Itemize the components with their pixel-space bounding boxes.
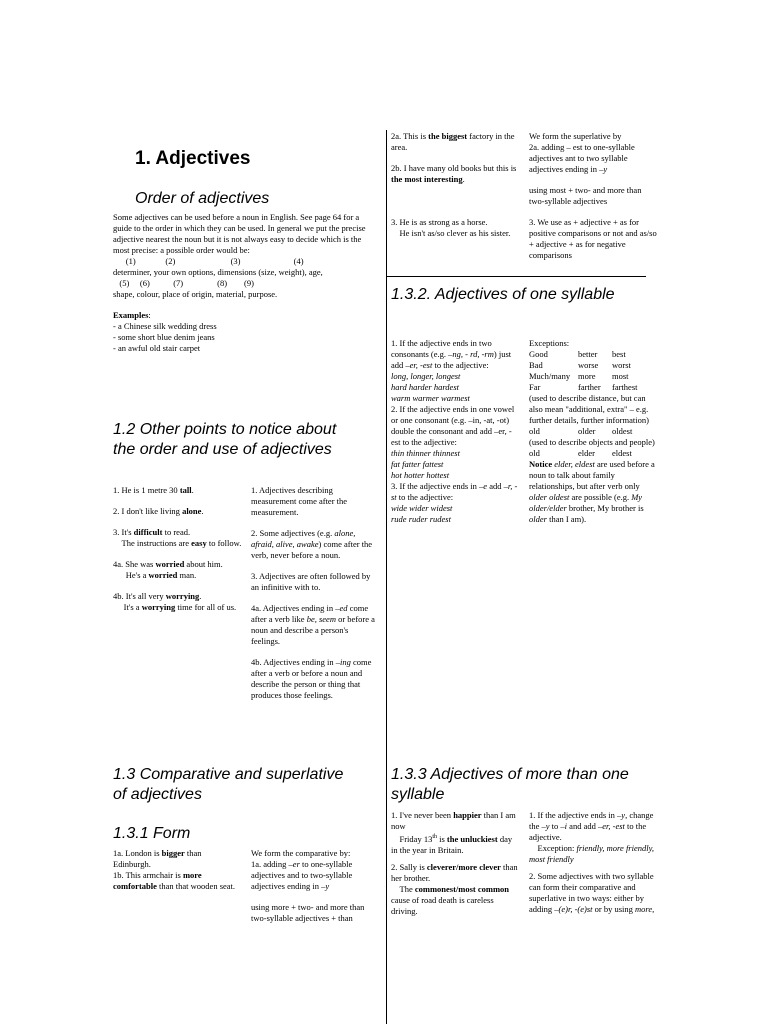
example-item: - some short blue denim jeans bbox=[113, 332, 215, 342]
one-syl-ex-1: long, longer, longest bbox=[391, 371, 461, 381]
one-syl-rule-1: 1. If the adjective ends in two consonants (e.g. –ng, - rd, -rm) just add –er, -est to the adjective: bbox=[391, 338, 512, 370]
section-divider bbox=[386, 276, 646, 277]
far-note: (used to describe distance, but can also mean "additional, extra" – e.g. further details, further information) bbox=[529, 393, 649, 425]
other-points-rules bbox=[251, 485, 376, 701]
page-title: 1. Adjectives bbox=[135, 148, 251, 169]
one-syllable-rules bbox=[391, 338, 519, 525]
comparative-heading: 1.3 Comparative and superlative of adjectives bbox=[113, 766, 344, 803]
form-rules bbox=[251, 848, 376, 924]
rule-3: 3. Adjectives are often followed by an infinitive with to. bbox=[251, 571, 371, 592]
superlative-examples bbox=[391, 131, 519, 239]
exceptions-block bbox=[529, 338, 657, 525]
one-syl-rule-2: 2. If the adjective ends in one vowel or one consonant (e.g. –in, -at, -ot) double the consonant and add –er, -est to the adjective: bbox=[391, 404, 515, 447]
one-syl-ex-4: thin thinner thinnest bbox=[391, 448, 460, 458]
one-syl-ex-6: hot hotter hottest bbox=[391, 470, 450, 480]
form-heading: 1.3.1 Form bbox=[113, 825, 191, 842]
sup-example-2a: 2a. This is the biggest factory in the area. bbox=[391, 131, 515, 152]
example-item: - an awful old stair carpet bbox=[113, 343, 201, 353]
example-4a: 4a. She was worried about him. bbox=[113, 559, 223, 569]
more-syl-rule-1: 1. If the adjective ends in –y, change the –y to –i and add –er, -est to the adjective. bbox=[529, 810, 654, 842]
more-syl-ex-1b: Friday 13th is the unluckiest day in the year in Britain. bbox=[391, 833, 513, 855]
examples-label: Examples bbox=[113, 310, 149, 320]
exception-row: Bad worse worst bbox=[529, 360, 631, 370]
examples-block: Examples: bbox=[113, 310, 151, 320]
superlative-rules bbox=[529, 131, 657, 261]
example-item: - a Chinese silk wedding dress bbox=[113, 321, 217, 331]
order-numbers-1: (1) (2) (3) (4) bbox=[113, 256, 304, 266]
exception-row: Far farther farthest bbox=[529, 382, 638, 392]
example-4b: 4b. It's all very worrying. bbox=[113, 591, 202, 601]
rule-2: 2. Some adjectives (e.g. alone, afraid, alive, awake) come after the verb, never before a noun. bbox=[251, 528, 373, 560]
more-syl-exception: Exception: friendly, more friendly, most friendly bbox=[529, 843, 655, 864]
one-syl-ex-3: warm warmer warmest bbox=[391, 393, 470, 403]
form-examples bbox=[113, 848, 241, 892]
other-points-examples bbox=[113, 485, 243, 613]
example-2: 2. I don't like living alone. bbox=[113, 506, 204, 516]
order-text: Some adjectives can be used before a noun in English. See page 64 for a guide to the order in which they can be used. In general we put the precise adjective nearest the noun but it is not always easy to decide which is the most precise: a possible order would be: bbox=[113, 212, 366, 255]
sup-rule-most: using most + two- and more than two-syllable adjectives bbox=[529, 185, 642, 206]
more-syl-rule-2: 2. Some adjectives with two syllable can form their comparative and superlative in two ways: either by adding –(e)r, -(e)st or by using more, bbox=[529, 871, 655, 914]
form-example-1b: 1b. This armchair is more comfortable than that wooden seat. bbox=[113, 870, 236, 891]
sup-example-2b: 2b. I have many old books but this is the most interesting. bbox=[391, 163, 517, 184]
column-divider bbox=[386, 130, 387, 1024]
exception-row: Much/many more most bbox=[529, 371, 629, 381]
example-1: 1. He is 1 metre 30 tall. bbox=[113, 485, 194, 495]
old-note: (used to describe objects and people) bbox=[529, 437, 655, 447]
sup-example-3: 3. He is as strong as a horse. bbox=[391, 217, 488, 227]
order-line-2: shape, colour, place of origin, material, purpose. bbox=[113, 289, 278, 299]
more-syllable-examples bbox=[391, 810, 519, 917]
exceptions-label: Exceptions: bbox=[529, 338, 570, 348]
example-4a-2: He's a worried man. bbox=[113, 570, 197, 580]
form-rule-more: using more + two- and more than two-syllable adjectives + than bbox=[251, 902, 365, 923]
order-numbers-2: (5) (6) (7) (8) (9) bbox=[113, 278, 254, 288]
one-syl-ex-2: hard harder hardest bbox=[391, 382, 459, 392]
sup-rule-3: 3. We use as + adjective + as for positive comparisons or not and as/so + adjective + as for negative comparisons bbox=[529, 217, 657, 260]
more-syl-ex-1: 1. I've never been happier than I am now bbox=[391, 810, 516, 831]
exception-row: old elder eldest bbox=[529, 448, 632, 458]
form-example-1a: 1a. London is bigger than Edinburgh. bbox=[113, 848, 202, 869]
one-syl-rule-3: 3. If the adjective ends in –e add –r, -st to the adjective: bbox=[391, 481, 518, 502]
more-syl-ex-2b: The commonest/most common cause of road death is careless driving. bbox=[391, 883, 510, 916]
more-syllable-heading: 1.3.3 Adjectives of more than one syllable bbox=[391, 766, 629, 803]
notice-text: Notice elder, eldest are used before a noun to talk about family relationships, but after verb only older oldest are possible (e.g. My older/elder brother, My brother is older than I am). bbox=[529, 459, 655, 524]
one-syl-ex-5: fat fatter fattest bbox=[391, 459, 444, 469]
one-syl-ex-7: wide wider widest bbox=[391, 503, 453, 513]
one-syl-ex-8: rude ruder rudest bbox=[391, 514, 451, 524]
form-rule-intro: We form the comparative by: bbox=[251, 848, 351, 858]
example-3b: The instructions are easy to follow. bbox=[113, 538, 242, 548]
form-rule-1a: 1a. adding –er to one-syllable adjectives and to two-syllable adjectives ending in –y bbox=[251, 859, 353, 891]
rule-4a: 4a. Adjectives ending in –ed come after a verb like be, seem or before a noun and describe a person's feelings. bbox=[251, 603, 375, 646]
more-syllable-rules bbox=[529, 810, 657, 915]
rule-4b: 4b. Adjectives ending in –ing come after a verb or before a noun and describe the person or thing that produces those feelings. bbox=[251, 657, 372, 700]
order-heading: Order of adjectives bbox=[135, 190, 270, 207]
order-line-1: determiner, your own options, dimensions (size, weight), age, bbox=[113, 267, 323, 277]
example-4b-2: It's a worrying time for all of us. bbox=[113, 602, 237, 612]
more-syl-ex-2: 2. Sally is cleverer/more clever than her brother. bbox=[391, 861, 518, 883]
exception-row: Good better best bbox=[529, 349, 626, 359]
exception-row: old older oldest bbox=[529, 426, 633, 436]
one-syllable-heading: 1.3.2. Adjectives of one syllable bbox=[391, 286, 615, 303]
order-section bbox=[113, 212, 375, 354]
sup-example-3b: He isn't as/so clever as his sister. bbox=[391, 228, 511, 238]
example-3: 3. It's difficult to read. bbox=[113, 527, 191, 537]
other-points-heading: 1.2 Other points to notice about the order and use of adjectives bbox=[113, 421, 337, 458]
sup-rule-intro: We form the superlative by bbox=[529, 131, 622, 141]
sup-rule-2a: 2a. adding – est to one-syllable adjectives ant to two syllable adjectives ending in –y bbox=[529, 142, 635, 174]
rule-1: 1. Adjectives describing measurement come after the measurement. bbox=[251, 485, 348, 517]
